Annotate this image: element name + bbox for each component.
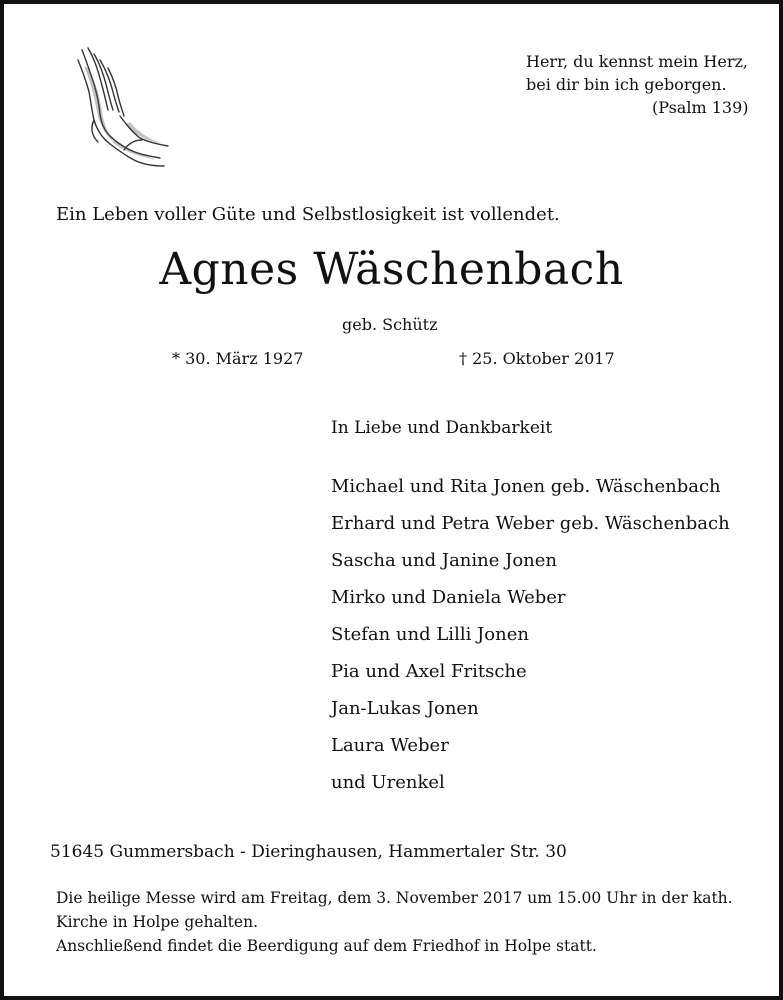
list-item: Jan-Lukas Jonen — [331, 698, 479, 719]
verse-line-2: bei dir bin ich geborgen. — [526, 75, 727, 94]
notice-line-2: Kirche in Holpe gehalten. — [56, 913, 258, 931]
verse-line-1: Herr, du kennst mein Herz, — [526, 52, 748, 71]
notice-line-1: Die heilige Messe wird am Freitag, dem 3. November 2017 um 15.00 Uhr in der kath. — [56, 889, 733, 907]
birth-name: geb. Schütz — [342, 315, 438, 334]
list-item: und Urenkel — [331, 772, 445, 793]
funeral-notice — [56, 886, 756, 958]
praying-hands-icon — [64, 46, 176, 168]
deceased-name: Agnes Wäschenbach — [159, 244, 624, 295]
birth-date: * 30. März 1927 — [172, 349, 304, 368]
notice-line-3: Anschließend findet die Beerdigung auf dem Friedhof in Holpe statt. — [56, 937, 597, 955]
psalm-verse — [526, 50, 766, 119]
family-address: 51645 Gummersbach - Dieringhausen, Hammertaler Str. 30 — [50, 842, 567, 862]
thanks-line: In Liebe und Dankbarkeit — [331, 418, 553, 438]
verse-source: (Psalm 139) — [652, 98, 749, 117]
list-item: Sascha und Janine Jonen — [331, 550, 558, 571]
list-item: Michael und Rita Jonen geb. Wäschenbach — [331, 476, 721, 497]
list-item: Pia und Axel Fritsche — [331, 661, 527, 682]
list-item: Stefan und Lilli Jonen — [331, 624, 529, 645]
mourners-list — [331, 468, 730, 801]
intro-text: Ein Leben voller Güte und Selbstlosigkeit ist vollendet. — [56, 204, 560, 225]
list-item: Laura Weber — [331, 735, 449, 756]
death-date: † 25. Oktober 2017 — [459, 349, 615, 368]
list-item: Erhard und Petra Weber geb. Wäschenbach — [331, 513, 730, 534]
list-item: Mirko und Daniela Weber — [331, 587, 566, 608]
